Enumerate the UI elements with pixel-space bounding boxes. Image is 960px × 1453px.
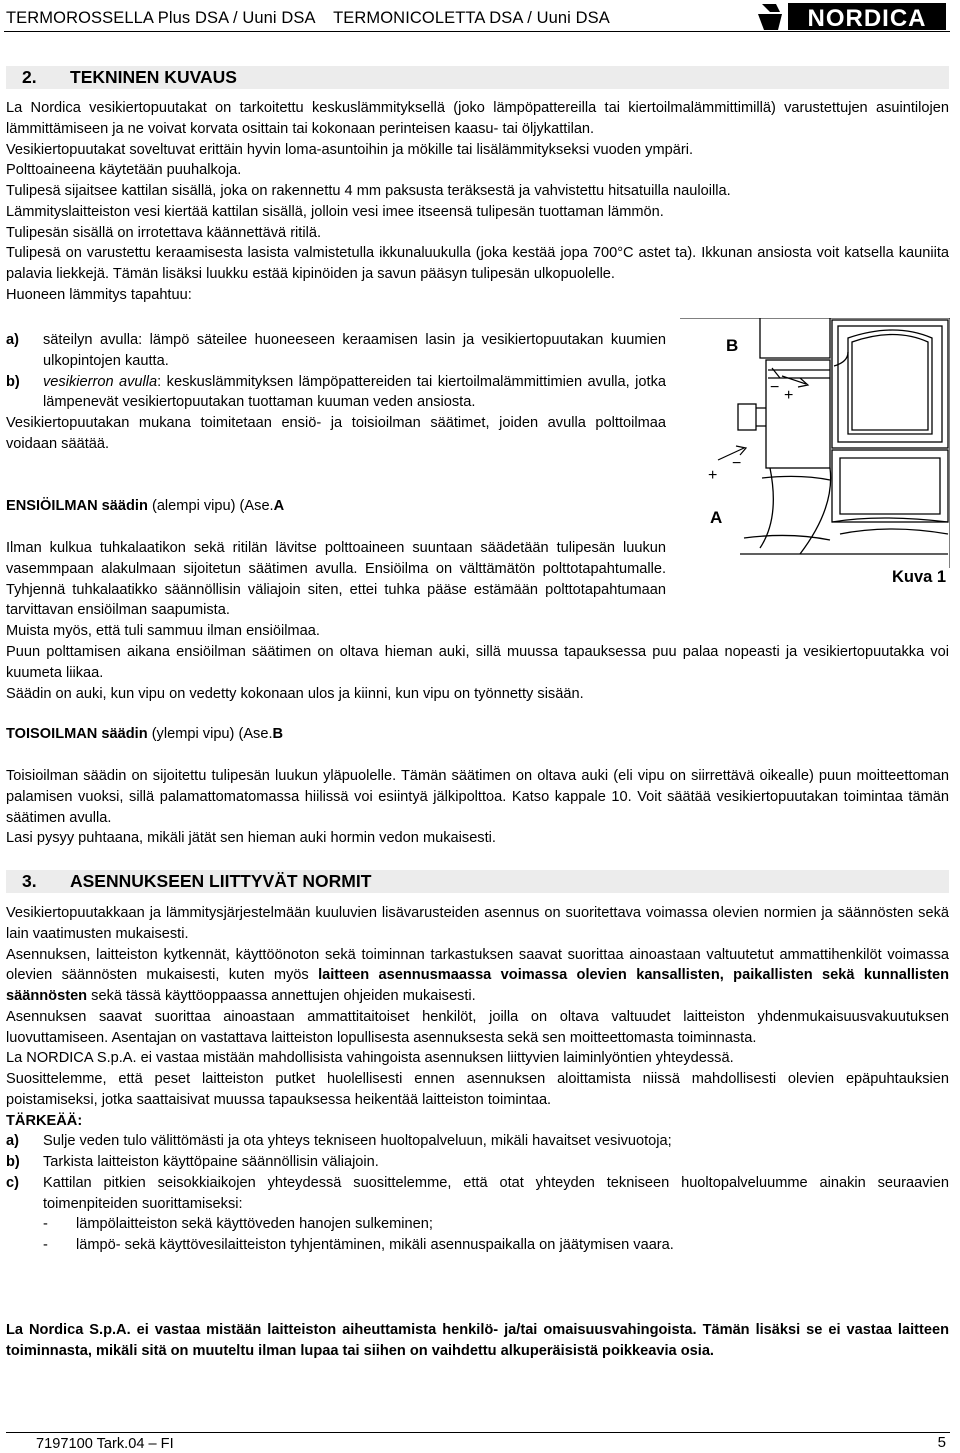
- primary-air-letter: A: [273, 498, 285, 514]
- primary-air-rest: (alempi vipu) (Ase.: [147, 498, 274, 514]
- page-header: [0, 0, 960, 36]
- dash-text: lämpölaitteiston sekä käyttöveden hanojen sulkeminen;: [76, 1216, 433, 1233]
- item-text: Sulje veden tulo välittömästi ja ota yhteys tekniseen huoltopalveluun, mikäli havaitset vesivuotoja;: [43, 1133, 672, 1150]
- footer-doc-code: 7197100 Tark.04 – FI: [36, 1436, 174, 1452]
- paragraph-bold: laitteen asennusmaassa voimassa olevien kansallisten, paikallisten sekä kunnallisten säännösten: [6, 967, 949, 1004]
- figure-caption: Kuva 1: [892, 568, 947, 586]
- section-2-intro: [6, 98, 949, 306]
- heating-methods: [6, 330, 666, 455]
- paragraph-part: Asennuksen, laitteiston kytkennät, käyttöönoton sekä toiminnan tarkastuksen saavat suorittaa ainoastaan valtuutetut ammattihenkilöt voimassa olevien säännösten mukaisesti, kuten myös: [6, 946, 949, 984]
- header-title: TERMOROSSELLA Plus DSA / Uuni DSA TERMONICOLETTA DSA / Uuni DSA: [6, 9, 610, 27]
- paragraph: Lämmityslaitteiston vesi kiertää kattilan sisällä, jolloin vesi imee itseensä tulipesän tuottaman lämmön.: [6, 203, 664, 220]
- paragraph: La Nordica vesikiertopuutakat on tarkoitettu keskuslämmityksellä (joko lämpöpattereilla tai kiertoilmalämmittimillä) varustettujen asuintilojen lämmittämiseen ja ne voivat korvata osittain tai kokonaan perinteisen kaasu- tai öljykattilan.: [6, 100, 949, 137]
- item-label: a): [6, 332, 19, 348]
- dash-item: [6, 1235, 949, 1256]
- footer-page-number: 5: [937, 1434, 946, 1451]
- paragraph: Suosittelemme, että peset laitteiston putket huolellisesti ennen asennuksen aloittamista niissä mahdollisesti olevien epäpuhtauksien poistamiseksi, jotka saattaisivat muussa tapauksessa heikentää laitteiston toimintaa.: [6, 1071, 949, 1108]
- item-label: a): [6, 1133, 19, 1150]
- label-a: A: [710, 508, 723, 527]
- minus-sign: −: [770, 379, 780, 396]
- item-label: c): [6, 1174, 19, 1191]
- paragraph-part: sekä tässä käyttöoppaassa annettujen ohjeiden mukaisesti.: [87, 988, 476, 1004]
- paragraph: Muista myös, että tuli sammuu ilman ensiöilmaa.: [6, 623, 320, 639]
- paragraph: Vesikiertopuutakat soveltuvat erittäin hyvin loma-asuntoihin ja mökille tai lisälämmitykseksi vuoden ympäri.: [6, 141, 694, 158]
- item-italic: vesikierron avulla: [43, 373, 158, 390]
- list-item: [6, 1173, 949, 1215]
- primary-air-text: [6, 538, 666, 642]
- paragraph: Vesikiertopuutakan mukana toimitetaan ensiö- ja toisioilman säätimet, joiden avulla polttoilmaa voidaan säätää.: [6, 415, 666, 452]
- primary-air-text-wide: [6, 642, 949, 704]
- list-item: [6, 372, 666, 414]
- label-b: B: [726, 336, 739, 355]
- minus-sign-a: −: [732, 455, 742, 472]
- section-3-number: 3.: [22, 871, 37, 891]
- paragraph: Tulipesä sijaitsee kattilan sisällä, joka on rakennettu 4 mm paksusta teräksestä ja vahvistettu hitsatuilla nauloilla.: [6, 183, 731, 199]
- paragraph: Polttoaineena käytetään puuhalkoja.: [6, 162, 242, 179]
- item-text: Tarkista laitteiston käyttöpaine säännöllisin väliajoin.: [43, 1154, 379, 1170]
- paragraph: Puun polttamisen aikana ensiöilman säätimen on oltava hieman auki, sillä muussa tapauksessa puu palaa nopeasti ja vesikiertopuutakka voi kuumeta liikaa.: [6, 644, 949, 681]
- secondary-air-letter: B: [272, 726, 284, 742]
- logo-text: NORDICA: [807, 5, 927, 32]
- primary-air-bold: ENSIÖILMAN säädin: [6, 498, 148, 514]
- item-label: b): [6, 1154, 20, 1170]
- secondary-air-text: [6, 766, 949, 849]
- nordica-logo: [752, 0, 952, 34]
- primary-air-heading: [6, 496, 666, 517]
- figure-1: [680, 318, 950, 586]
- list-item: [6, 1131, 949, 1152]
- item-text: säteilyn avulla: lämpö säteilee huoneeseen keraamisen lasin ja vesikiertopuutakan kuumien ulkopintojen kautta.: [43, 332, 666, 369]
- paragraph: Toisioilman säädin on sijoitettu tulipesän luukun yläpuolelle. Tämän säätimen on oltava auki (eli vipu on siirrettävä oikealle) puun moitteettoman palamisen vuoksi, sillä palamattomatomassa hiilissä voi esiintyä jälkipolttoa. Katso kappale 10. Voit säätää vesikiertopuutakan toimintaa tämän säätimen avulla.: [6, 768, 949, 826]
- dash-mark: -: [43, 1237, 48, 1253]
- paragraph: Vesikiertopuutakkaan ja lämmitysjärjestelmään kuuluvien lisävarusteiden asennus on suoritettava voimassa olevien normien ja säännösten sekä lain vaatimusten mukaisesti.: [6, 905, 949, 942]
- important-heading: TÄRKEÄÄ:: [6, 1112, 83, 1129]
- secondary-air-heading: [6, 724, 949, 745]
- paragraph: Huoneen lämmitys tapahtuu:: [6, 286, 192, 303]
- item-label: b): [6, 373, 20, 390]
- paragraph: Tulipesän sisällä on irrotettava käännettävä ritilä.: [6, 224, 322, 241]
- list-item: [6, 330, 666, 372]
- paragraph: Tulipesä on varustettu keraamisesta lasista valmistetulla ikkunaluukulla (joka kestää jopa 700°C astet ta). Ikkunan ansiosta voit katsella kauniita palavia liekkejä. Tämän lisäksi luukku estää kipinöiden ja savun pääsyn tulipesän ulkopuolelle.: [6, 245, 949, 282]
- section-3-title: ASENNUKSEEN LIITTYVÄT NORMIT: [70, 871, 372, 891]
- item-text: [43, 372, 666, 414]
- item-text: Kattilan pitkien seisokkiaikojen yhteydessä suosittelemme, että otat yhteyden tekniseen huoltopalveluumme ainakin seuraavien toimenpiteiden suorittamiseksi:: [43, 1174, 949, 1212]
- dash-item: [6, 1214, 949, 1235]
- paragraph: Säädin on auki, kun vipu on vedetty kokonaan ulos ja kiinni, kun vipu on työnnetty sisään.: [6, 685, 584, 702]
- plus-sign-a: +: [708, 467, 718, 484]
- secondary-air-bold: TOISOILMAN säädin: [6, 726, 148, 742]
- list-item: [6, 1152, 949, 1173]
- paragraph: Asennuksen saavat suorittaa ainoastaan ammattitaitoiset henkilöt, joilla on oltava valtuudet laitteiston yhdenmukaisuusvakuutuksen luovuttamiseen. Asentajan on vastattava laitteiston lopullisesta asennuksesta sekä sen moitteettomasta toiminnasta.: [6, 1008, 949, 1046]
- paragraph: Ilman kulkua tuhkalaatikon sekä ritilän lävitse polttoaineen suuntaan säädetään tulipesän luukun vasemmpaan alakulmaan sijoitetun säätimen avulla. Ensiöilma on välttämätön polttotapahtumalle. Tyhjennä tuhkalaatikko säännöllisin väliajoin siten, ettei tuhka pääse estämään polttotapahtumaan tarvittavan ensiöilman saapumista.: [6, 540, 666, 619]
- section-2-title: TEKNINEN KUVAUS: [70, 67, 237, 87]
- section-2-number: 2.: [22, 67, 37, 87]
- secondary-air-rest: (ylempi vipu) (Ase.: [147, 726, 273, 742]
- item-rest: : keskuslämmityksen lämpöpattereiden tai kiertoilmalämmittimien avulla, jotka lämpenevät vesikiertopuutakan tuottaman kuuman veden ansiosta.: [43, 373, 667, 411]
- dash-text: lämpö- sekä käyttövesilaitteiston tyhjentäminen, mikäli asennuspaikalla on jäätymisen vaara.: [76, 1237, 674, 1253]
- section-3-heading: [6, 870, 949, 893]
- section-2-heading: [6, 66, 949, 89]
- paragraph: La NORDICA S.p.A. ei vastaa mistään mahdollisista vahingoista asennuksen liittyvien laiminlyöntien yhteydessä.: [6, 1050, 734, 1067]
- plus-sign: +: [784, 387, 794, 404]
- liability-warning: [6, 1320, 949, 1362]
- paragraph: Lasi pysyy puhtaana, mikäli jätät sen hieman auki hormin vedon mukaisesti.: [6, 830, 496, 847]
- stove-diagram: [680, 318, 950, 568]
- footer-rule: [6, 1432, 950, 1433]
- paragraph: La Nordica S.p.A. ei vastaa mistään laitteiston aiheuttamista henkilö- ja/tai omaisuusvahingoista. Tämän lisäksi se ei vastaa laitteen toiminnasta, mikäli sitä on muuteltu ilman lupaa tai siihen on vaihdettu alkuperäisistä poikkeavia osia.: [6, 1322, 949, 1359]
- section-3-body: [6, 903, 949, 1256]
- paragraph: [6, 945, 949, 1007]
- dash-mark: -: [43, 1216, 48, 1233]
